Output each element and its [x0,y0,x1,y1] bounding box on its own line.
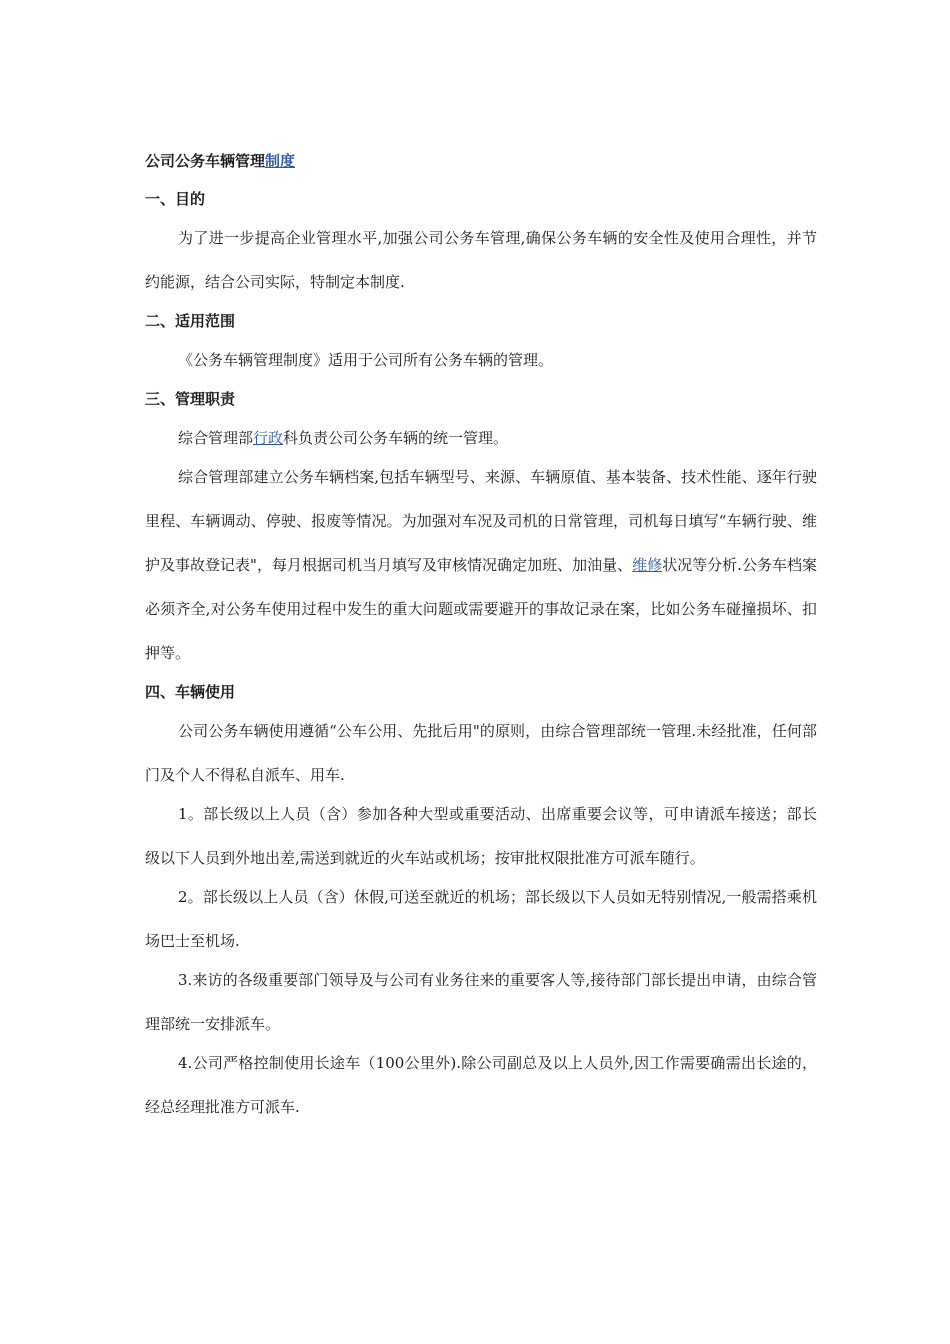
paragraph-purpose: 为了进一步提高企业管理水平,加强公司公务车管理,确保公务车辆的安全性及使用合理性，并节约能源，结合公司实际，特制定本制度. [145,229,817,291]
link-xingzheng[interactable]: 行政 [253,429,284,447]
section-heading-vehicle-use: 四、车辆使用 [145,683,236,701]
link-weixiu[interactable]: 维修 [632,556,663,574]
title-text: 公司公务车辆管理 [145,152,266,170]
title-link-zhidu[interactable]: 制度 [265,152,296,170]
paragraph-vehicle-use-item-2: 2。部长级以上人员（含）休假,可送至就近的机场；部长级以下人员如无特别情况,一般需搭乘机场巴士至机场. [145,888,817,950]
section-heading-purpose: 一、目的 [145,190,206,208]
paragraph-scope: 《公务车辆管理制度》适用于公司所有公务车辆的管理。 [178,351,554,369]
text-segment: 综合管理部建立公务车辆档案,包括车辆型号、来源、车辆原值、基本装备、技术性能、逐年行驶里程、车辆调动、停驶、报废等情况。为加强对车况及司机的日常管理，司机每日填写“车辆行驶、维护及事故登记表"，每月根据司机当月填写及审核情况确定加班、加油量、 [145,468,817,574]
section-heading-scope: 二、适用范围 [145,312,236,330]
text-segment: 综合管理部 [178,429,254,447]
text-segment: 状况等分析.公务车档案必须齐全,对公务车使用过程中发生的重大问题或需要避开的事故记录在案，比如公务车碰撞损坏、扣押等。 [145,556,817,662]
paragraph-vehicle-use-item-1: 1。部长级以上人员（含）参加各种大型或重要活动、出席重要会议等，可申请派车接送；部长级以下人员到外地出差,需送到就近的火车站或机场；按审批权限批准方可派车随行。 [145,805,817,867]
paragraph-responsibility-2 [145,455,817,675]
section-heading-responsibility: 三、管理职责 [145,390,236,408]
paragraph-vehicle-use-item-4: 4.公司严格控制使用长途车（100公里外).除公司副总及以上人员外,因工作需要确需出长途的，经总经理批准方可派车. [145,1054,817,1116]
paragraph-responsibility-1 [145,416,817,460]
document-body [145,150,817,1135]
paragraph-vehicle-use-intro: 公司公务车辆使用遵循“公车公用、先批后用"的原则，由综合管理部统一管理.未经批准，任何部门及个人不得私自派车、用车. [145,722,817,784]
paragraph-vehicle-use-item-3: 3.来访的各级重要部门领导及与公司有业务往来的重要客人等,接待部门部长提出申请，由综合管理部统一安排派车。 [145,971,817,1033]
text-segment: 科负责公司公务车辆的统一管理。 [283,429,509,447]
document-title [145,150,817,172]
